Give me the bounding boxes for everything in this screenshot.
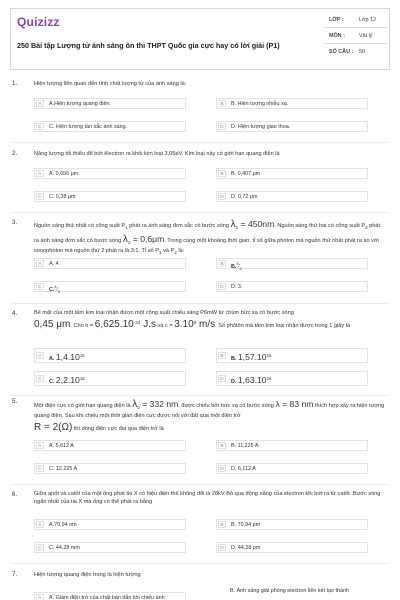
option-c[interactable]: C C. Hiện tượng tán sắc ánh sáng. bbox=[34, 121, 186, 132]
option-b[interactable]: B B. 0,407 μm bbox=[216, 168, 368, 179]
option-d[interactable]: D D. 6,112 A bbox=[216, 463, 368, 474]
option-letter-badge: D bbox=[218, 123, 226, 130]
option-b[interactable]: B B. 1,57.10$^{16}$ bbox=[216, 348, 368, 363]
option-letter-badge: A bbox=[36, 260, 44, 267]
question-text: Năng lượng tối thiểu để bứt êlectron ra khỏi kim loại 3,05eV. Kim loại này có giới hạn quang điện là bbox=[34, 151, 280, 157]
option-letter-badge: C bbox=[36, 123, 44, 130]
option-a[interactable]: A A.70,94 nm bbox=[34, 519, 186, 530]
question-text: Bề mặt của một tấm kim loại nhận được một công suất chiếu sáng P6mW từ chùm bức xạ có bước sóng 0,45 μm. Cho $h = 6,625.10^{-34}$ J.s và $c = 3.10^8$ m/s. Số phôtôn mà tấm kim loại nhận được trong 1 giây là bbox=[34, 310, 351, 331]
option-letter-badge: D bbox=[218, 193, 226, 200]
option-d[interactable]: D D. 44,28 pm bbox=[216, 542, 368, 553]
question-text: Hiện tượng liên quan đến tính chất lượng tử của ánh sáng là: bbox=[34, 81, 187, 87]
question-text: Hiện tượng quang điện trong là hiện tượng bbox=[34, 572, 141, 578]
question-number: 2. bbox=[12, 150, 18, 157]
option-letter-badge: B bbox=[218, 100, 226, 107]
option-c[interactable]: C C. 44,28 mm bbox=[34, 542, 186, 553]
question-number: 6. bbox=[12, 491, 18, 498]
option-letter-badge: B bbox=[218, 352, 226, 359]
meta-count: SỐ CÂU : 50 bbox=[329, 49, 365, 55]
meta-class: LỚP : Lớp 12 bbox=[329, 17, 377, 23]
option-c[interactable]: C C. 2,2.10$^{16}$ bbox=[34, 371, 186, 386]
question-number: 7. bbox=[12, 571, 18, 578]
option-letter-badge: B bbox=[218, 521, 226, 528]
option-b[interactable]: B B. 11,225 A bbox=[216, 440, 368, 451]
option-a[interactable]: A A. 1,4.10$^{16}$ bbox=[34, 348, 186, 363]
option-letter-badge: A bbox=[36, 594, 44, 600]
option-letter-badge: D bbox=[218, 283, 226, 290]
meta-subject: MÔN : Vật lý bbox=[329, 33, 373, 39]
quizizz-logo: Quizizz bbox=[17, 15, 60, 29]
option-letter-badge: D bbox=[218, 544, 226, 551]
option-a[interactable]: A A. Giảm điện trở của chất bán dẫn khi chiếu ánh bbox=[34, 592, 186, 600]
option-letter-badge: A bbox=[36, 442, 44, 449]
option-letter-badge: D bbox=[218, 465, 226, 472]
option-letter-badge: C bbox=[36, 193, 44, 200]
option-letter-badge: B bbox=[218, 442, 226, 449]
option-a[interactable]: A A. 4. bbox=[34, 258, 186, 269]
option-b[interactable]: B $B.^9⁄_4$ bbox=[216, 258, 368, 269]
document-title: 250 Bài tập Lượng tử ánh sáng ôn thi THPT Quốc gia cực hay có lời giải (P1) bbox=[17, 41, 280, 50]
question-text: Một điện cực có giới hạn quang điện là $\lambda_0 = 332$ nm, được chiếu bởi bức xạ có bước sóng λ = 83 nm thích hợp xảy ra hiện tượng quang điện. Sau khi chiếu một thời gian điện cực được nối với đất qua một điện trở R = 2(Ω) thì dòng điện cực đại qua điện trở là bbox=[34, 399, 385, 434]
question-number: 4. bbox=[12, 310, 18, 317]
question-number: 3. bbox=[12, 219, 18, 226]
option-letter-badge: C bbox=[36, 283, 44, 290]
option-a[interactable]: A A. 0,656 μm bbox=[34, 168, 186, 179]
option-letter-badge: B bbox=[218, 260, 226, 267]
option-b[interactable]: B B. Hiện tượng nhiễu xạ. bbox=[216, 98, 368, 109]
option-letter-badge: A bbox=[36, 352, 44, 359]
option-d[interactable]: D D. Hiện tượng giao thoa. bbox=[216, 121, 368, 132]
document-header bbox=[10, 8, 390, 70]
option-letter-badge: A bbox=[36, 100, 44, 107]
option-a[interactable]: A A. 5,612 A bbox=[34, 440, 186, 451]
option-c[interactable]: C C. 0,38 μm bbox=[34, 191, 186, 202]
question-number: 1. bbox=[12, 80, 18, 87]
option-c[interactable]: C C. 12,225 A bbox=[34, 463, 186, 474]
question-number: 5. bbox=[12, 398, 18, 405]
option-letter-badge: D bbox=[218, 375, 226, 382]
option-d[interactable]: D D. 0,72 μm bbox=[216, 191, 368, 202]
option-c[interactable]: C $C.^4⁄_3$ bbox=[34, 281, 186, 292]
option-letter-badge: C bbox=[36, 465, 44, 472]
option-b[interactable]: B. Ánh sáng giải phóng electron liên kết tạo thành bbox=[230, 588, 349, 594]
option-letter-badge: A bbox=[36, 170, 44, 177]
option-d[interactable]: D D. 1,63.10$^{16}$ bbox=[216, 371, 368, 386]
option-a[interactable]: A A.Hiện tượng quang điện. bbox=[34, 98, 186, 109]
option-letter-badge: A bbox=[36, 521, 44, 528]
option-letter-badge: C bbox=[36, 375, 44, 382]
option-letter-badge: C bbox=[36, 544, 44, 551]
option-d[interactable]: D D. 3. bbox=[216, 281, 368, 292]
question-text: Giữa anốt và catốt của một ống phát tia X có hiệu điện thế không đổi là 28kV Bỏ qua động năng của electron khi bứt ra từ catốt. Bước sóng ngắn nhất của tia X mà ống có thể phát ra bằng bbox=[34, 491, 381, 506]
question-text: Nguồn sáng thứ nhất có công suất $P_1$ phát ra ánh sáng đơn sắc có bước sóng $\lambda_1 = 450nm$. Nguồn sáng thứ hai có công suất $P_2$ phát ra ánh sáng đơn sắc có bước sóng $\lambda_2 = 0,6\mu m$. Trong cùng một khoảng thời gian, tỉ số giữa photon mà nguồn thứ nhất phát ra so với sooophoton mà nguồn thứ 2 phát ra là 3:1. Tỉ số $P_1$ và $P_2$ là: bbox=[34, 219, 381, 256]
option-letter-badge: B bbox=[218, 170, 226, 177]
option-b[interactable]: B B. 70,94 pm bbox=[216, 519, 368, 530]
